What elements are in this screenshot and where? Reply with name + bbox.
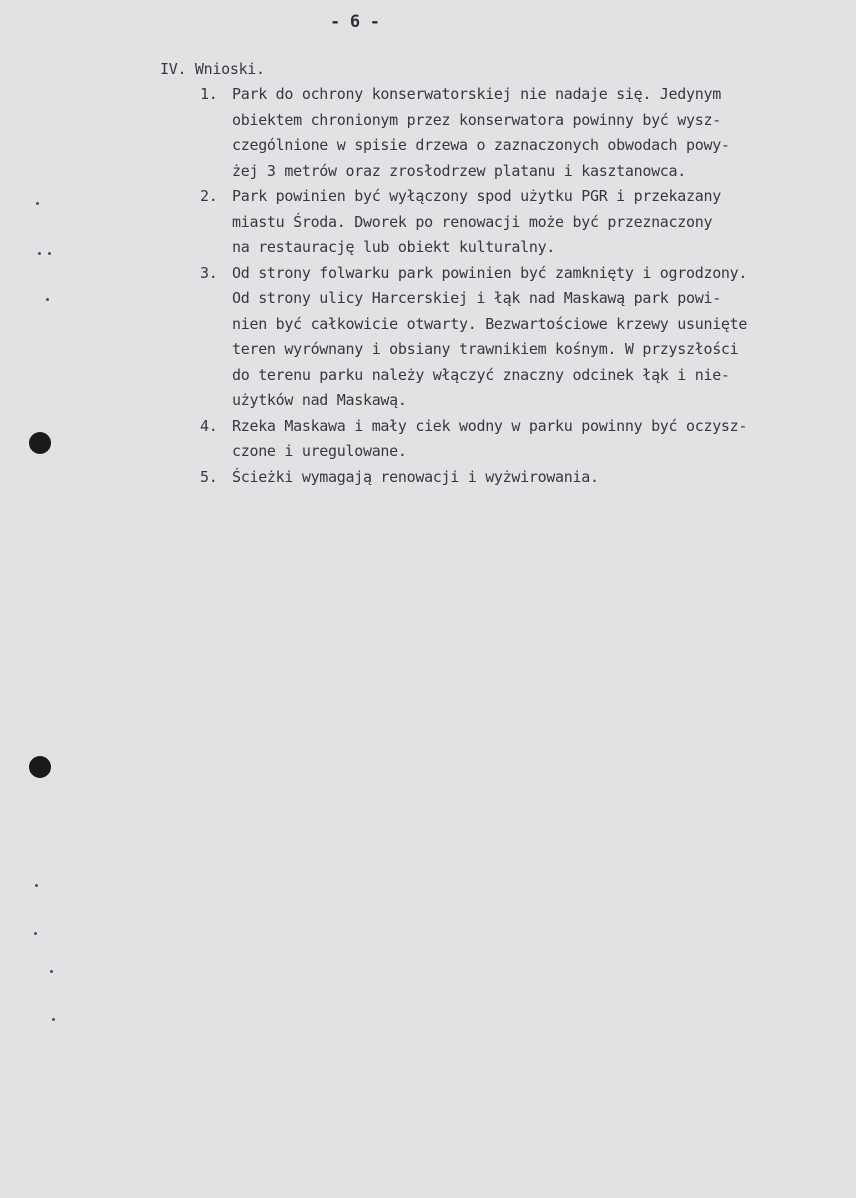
- paper-speck: [48, 252, 51, 255]
- item-text: [232, 261, 856, 414]
- list-item: [200, 414, 856, 465]
- text-line: żej 3 metrów oraz zrosłodrzew platanu i kasztanowca.: [232, 161, 687, 180]
- paper-speck: [35, 884, 38, 887]
- item-text: [232, 184, 856, 261]
- text-line: Ścieżki wymagają renowacji i wyżwirowania.: [232, 467, 599, 486]
- text-line: czone i uregulowane.: [232, 442, 407, 460]
- paper-speck: [36, 202, 39, 205]
- list-item: [200, 465, 856, 491]
- text-line: użytków nad Maskawą.: [232, 391, 407, 409]
- punch-hole: [29, 432, 51, 454]
- text-line: czególnione w spisie drzewa o zaznaczonych obwodach powy-: [232, 136, 730, 154]
- item-text: [232, 82, 856, 184]
- page-number: - 6 -: [330, 12, 380, 32]
- text-line: na restaurację lub obiekt kulturalny.: [232, 238, 556, 256]
- text-line: do terenu parku należy włączyć znaczny odcinek łąk i nie-: [232, 365, 730, 384]
- item-number: 2.: [200, 187, 218, 205]
- text-line: Od strony folwarku park powinien być zamknięty i ogrodzony.: [232, 263, 748, 282]
- list-item: [200, 184, 856, 261]
- paper-speck: [34, 932, 37, 935]
- text-line: Rzeka Maskawa i mały ciek wodny w parku powinny być oczysz-: [232, 416, 748, 435]
- text-line: teren wyrównany i obsiany trawnikiem kośnym. W przyszłości: [232, 340, 739, 358]
- item-number: 5.: [200, 467, 218, 486]
- item-number: 4.: [200, 416, 218, 435]
- text-line: obiektem chronionym przez konserwatora powinny być wysz-: [232, 110, 721, 129]
- paper-speck: [50, 970, 53, 973]
- text-line: nien być całkowicie otwarty. Bezwartościowe krzewy usunięte: [232, 314, 748, 333]
- item-text: [232, 414, 856, 465]
- conclusions-list: [200, 82, 856, 490]
- text-line: Park powinien być wyłączony spod użytku PGR i przekazany: [232, 187, 721, 205]
- text-line: Od strony ulicy Harcerskiej i łąk nad Maskawą park powi-: [232, 289, 721, 307]
- item-number: 1.: [200, 85, 218, 103]
- paper-speck: [52, 1018, 55, 1021]
- section-heading: IV. Wnioski.: [160, 60, 265, 78]
- item-number: 3.: [200, 263, 218, 282]
- text-line: Park do ochrony konserwatorskiej nie nadaje się. Jedynym: [232, 85, 721, 103]
- item-text: [232, 465, 856, 491]
- list-item: [200, 82, 856, 184]
- paper-speck: [46, 298, 49, 301]
- punch-hole: [29, 756, 51, 778]
- paper-speck: [38, 252, 41, 255]
- list-item: [200, 261, 856, 414]
- text-line: miastu Środa. Dworek po renowacji może być przeznaczony: [232, 212, 713, 231]
